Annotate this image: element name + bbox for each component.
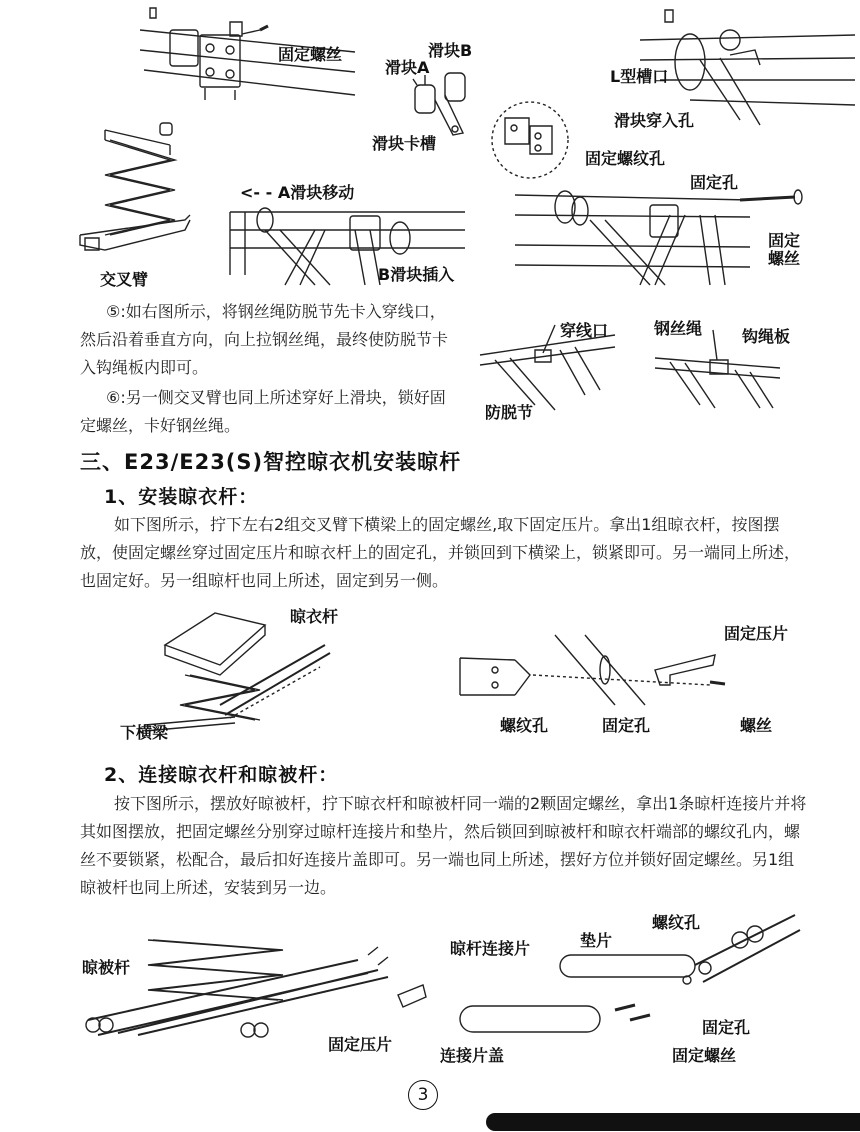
slider-b-label: 滑块B [428,41,473,60]
slider-insert-label: B滑块插入 [378,265,455,284]
l-slot-figure [490,0,860,195]
step-5-text: ⑤:如右图所示，将钢丝绳防脱节先卡入穿线口，然后沿着垂直方向，向上拉钢丝绳，最终使防脱节卡入钩绳板内即可。 [80,302,449,377]
press-plate-figure [455,630,765,710]
thread-hole-label-2: 螺纹孔 [500,716,549,735]
footer-bar [486,1113,860,1131]
lower-beam-label: 下横梁 [120,723,169,742]
fix-hole-figure [510,185,810,285]
cover-label: 连接片盖 [440,1046,505,1065]
fix-screw-label: 固定 螺丝 [768,231,801,268]
rod-label: 晾衣杆 [290,607,339,626]
quilt-rod-label: 晾被杆 [82,958,131,977]
press-plate-label-2: 固定压片 [328,1035,393,1054]
fix-hole-label: 固定孔 [690,173,739,192]
fix-hole-label-2: 固定孔 [602,716,651,735]
slider-move-label: <- - A滑块移动 [240,183,355,202]
screw-label: 螺丝 [740,716,773,735]
subsection-2-title: 2、连接晾衣杆和晾被杆： [104,764,339,786]
slider-a-label: 滑块A [385,58,430,77]
connector-figure [455,910,815,1055]
cross-arm-label: 交叉臂 [100,270,149,289]
press-plate-label: 固定压片 [724,624,789,643]
section-3-title: 三、E23/E23(S)智控晾衣机安装晾杆 [80,450,462,474]
anti-slip-label: 防脱节 [485,403,534,422]
page-number: 3 [408,1080,438,1110]
thread-hole-label-3: 螺纹孔 [652,913,701,932]
fix-screw-label-3: 固定螺丝 [672,1046,737,1065]
fixing-screw-label: 固定螺丝 [278,45,343,64]
pad-label: 垫片 [580,931,613,950]
wire-rope-label: 钢丝绳 [654,319,703,338]
thread-hole-label: 固定螺纹孔 [585,149,666,168]
l-slot-label: L型槽口 [610,67,669,86]
threading-port-label: 穿线口 [560,321,609,340]
through-hole-label: 滑块穿入孔 [614,111,695,130]
fix-hole-label-3: 固定孔 [702,1018,751,1037]
cross-arm-figure [75,120,200,265]
step-6-text: ⑥:另一侧交叉臂也同上所述穿好上滑块，锁好固定螺丝，卡好钢丝绳。 [80,388,446,435]
hook-plate-label: 钩绳板 [742,327,791,346]
subsection-2-body: 按下图所示，摆放好晾被杆，拧下晾衣杆和晾被杆同一端的2颗固定螺丝，拿出1条晾杆连接片并将其如图摆放，把固定螺丝分别穿过晾杆连接片和垫片，然后锁回到晾被杆和晾衣杆端部的螺纹孔内，螺丝不要锁紧，松配合，最后扣好连接片盖即可。另一端也同上所述，摆好方位并锁好固定螺丝。另1组晾被杆也同上所述，安装到另一边。 [80,794,807,897]
subsection-1-body: 如下图所示，拧下左右2组交叉臂下横梁上的固定螺丝,取下固定压片。拿出1组晾衣杆，按图摆放，使固定螺丝穿过固定压片和晾衣杆上的固定孔，并锁回到下横梁上，锁紧即可。另一端同上所述，也固定好。另一组晾杆也同上所述，固定到另一侧。 [80,515,801,590]
slider-slot-label: 滑块卡槽 [372,134,437,153]
subsection-1-title: 1、安装晾衣杆： [104,486,259,508]
connector-plate-label: 晾杆连接片 [450,939,531,958]
